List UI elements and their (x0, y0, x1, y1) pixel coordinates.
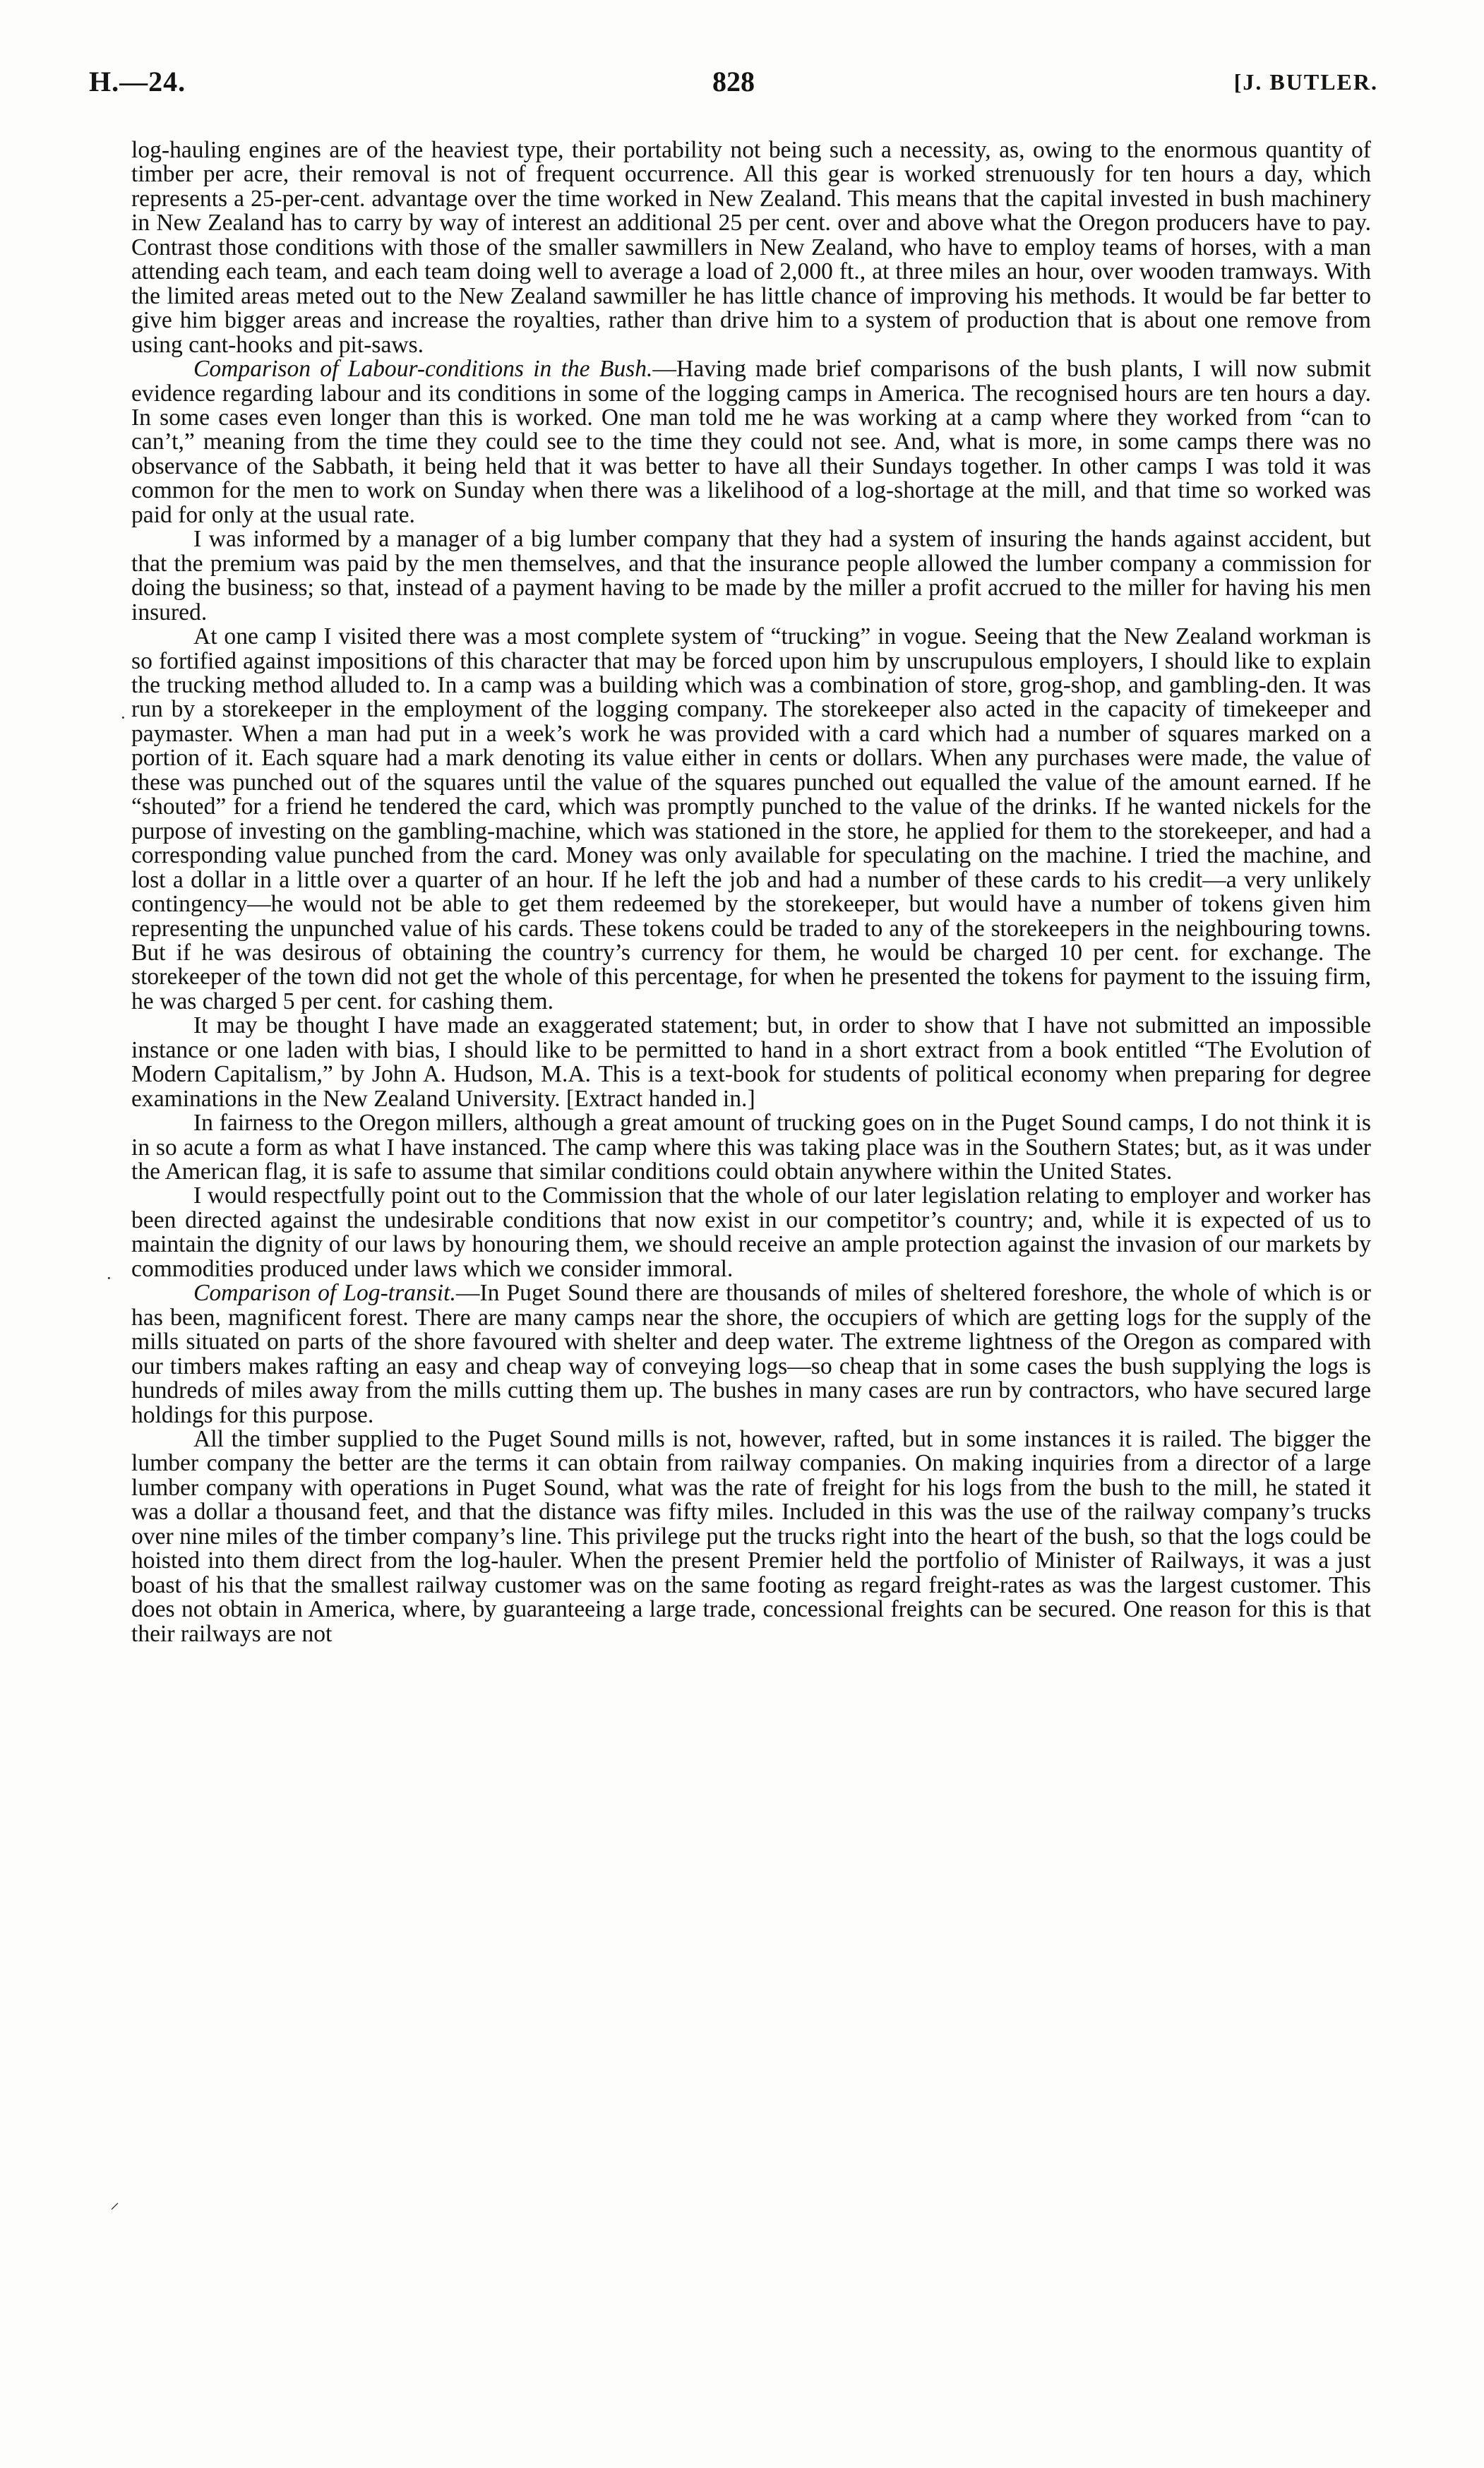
paragraph-text: —Having made brief comparisons of the bush plants, I will now submit evidence regarding labour and its conditions in some of the logging camps in America. The recognised hours are ten hours a day. In some cases even longer than this is worked. One man told me he was working at a camp where they worked from “can to can’t,” meaning from the time they could see to the time they could not see. And, what is more, in some camps there was no observance of the Sabbath, it being held that it was better to have all their Sundays together. In other camps I was told it was common for the men to work on Sunday when there was a likelihood of a log-shortage at the mill, and that time so worked was paid for only at the usual rate. (131, 356, 1371, 528)
paragraph-text: I was informed by a manager of a big lumber company that they had a system of insuring the hands against accident, but that the premium was paid by the men themselves, and that the insurance people allowed the lumber company a commission for doing the business; so that, instead of a payment having to be made by the miller a profit accrued to the miller for having his men insured. (131, 526, 1371, 625)
page-number: 828 (712, 66, 755, 97)
paragraph-text: In fairness to the Oregon millers, although a great amount of trucking goes on in the Puget Sound camps, I do not think it is in so acute a form as what I have instanced. The camp where this was taking place was in the Southern States; but, as it was under the American flag, it is safe to assume that similar conditions could obtain anywhere within the United States. (131, 1110, 1371, 1185)
paragraph (131, 527, 1371, 625)
paragraph (131, 1014, 1371, 1111)
paragraph (131, 357, 1371, 527)
body-text (131, 138, 1371, 1646)
paragraph-text: —In Puget Sound there are thousands of miles of sheltered foreshore, the whole of which is or has been, magnificent forest. There are many camps near the shore, the occupiers of which are getting logs for the supply of the mills situated on parts of the shore favoured with shelter and deep water. The extreme lightness of the Oregon as compared with our timbers makes rafting an easy and cheap way of conveying logs—so cheap that in some cases the bush supplying the logs is hundreds of miles away from the mills cutting them up. The bushes in many cases are run by contractors, who have secured large holdings for this purpose. (131, 1280, 1371, 1428)
margin-dot-mark: · (106, 1268, 112, 1288)
margin-tick-mark: ⸝ (110, 2192, 120, 2212)
paragraph (131, 1111, 1371, 1184)
paragraph-text: At one camp I visited there was a most complete system of “trucking” in vogue. Seeing that the New Zealand workman is so fortified against impositions of this character that may be forced upon him by unscrupulous employers, I should like to explain the trucking method alluded to. In a camp was a building which was a combination of store, grog-shop, and gambling-den. It was run by a storekeeper in the employment of the logging company. The storekeeper also acted in the capacity of timekeeper and paymaster. When a man had put in a week’s work he was provided with a card which had a number of squares marked on a portion of it. Each square had a mark denoting its value either in cents or dollars. When any purchases were made, the value of these was punched out of the squares until the value of the squares punched out equalled the value of the amount earned. If he “shouted” for a friend he tendered the card, which was promptly punched to the value of the drinks. If he wanted nickels for the purpose of investing on the gambling-machine, which was stationed in the store, he applied for them to the storekeeper, and had a corresponding value punched from the card. Money was only available for speculating on the machine. I tried the machine, and lost a dollar in a little over a quarter of an hour. If he left the job and had a number of these cards to his credit—a very unlikely contingency—he would not be able to get them redeemed by the storekeeper, but would have a number of tokens given him representing the unpunched value of his cards. These tokens could be traded to any of the storekeepers in the neighbouring towns. But if he was desirous of obtaining the country’s currency for them, he would be charged 10 per cent. for exchange. The storekeeper of the town did not get the whole of this percentage, for when he presented the tokens for payment to the issuing firm, he was charged 5 per cent. for cashing them. (131, 623, 1371, 1014)
side-heading: Comparison of Log-transit. (193, 1280, 456, 1307)
paragraph-text: log-hauling engines are of the heaviest type, their portability not being such a necessity, as, owing to the enormous quantity of timber per acre, their removal is not of frequent occurrence. All this gear is worked strenuously for ten hours a day, which represents a 25-per-cent. advantage over the time worked in New Zealand. This means that the capital invested in bush machinery in New Zealand has to carry by way of interest an additional 25 per cent. over and above what the Oregon producers have to pay. Contrast those conditions with those of the smaller sawmillers in New Zealand, who have to employ teams of horses, with a man attending each team, and each team doing well to average a load of 2,000 ft., at three miles an hour, over wooden tramways. With the limited areas meted out to the New Zealand sawmiller he has little chance of improving his methods. It would be far better to give him bigger areas and increase the royalties, rather than drive him to a system of production that is about one remove from using cant-hooks and pit-saws. (131, 137, 1371, 358)
paragraph (131, 1281, 1371, 1427)
paragraph (131, 1184, 1371, 1281)
margin-dot-mark: · (120, 707, 126, 728)
paragraph-text: I would respectfully point out to the Commission that the whole of our later legislation relating to employer and worker has been directed against the undesirable conditions that now exist in our competitor’s country; and, while it is expected of us to maintain the dignity of our laws by honouring them, we should receive an ample protection against the invasion of our markets by commodities produced under laws which we consider immoral. (131, 1182, 1371, 1282)
page-header (89, 65, 1378, 114)
paragraph (131, 1427, 1371, 1646)
paragraph-text: It may be thought I have made an exaggerated statement; but, in order to show that I have not submitted an impossible instance or one laden with bias, I should like to be permitted to hand in a short extract from a book entitled “The Evolution of Modern Capitalism,” by John A. Hudson, M.A. This is a text-book for students of political economy when preparing for degree examinations in the New Zealand University. [Extract handed in.] (131, 1012, 1371, 1112)
witness-name: [J. BUTLER. (1233, 69, 1378, 95)
paper-reference: H.—24. (89, 66, 186, 97)
paragraph (131, 625, 1371, 1014)
paragraph-text: All the timber supplied to the Puget Sound mills is not, however, rafted, but in some instances it is railed. The bigger the lumber company the better are the terms it can obtain from railway companies. On making inquiries from a director of a large lumber company with operations in Puget Sound, what was the rate of freight for his logs from the bush to the mill, he stated it was a dollar a thousand feet, and that the distance was fifty miles. Included in this was the use of the railway company’s trucks over nine miles of the timber company’s line. This privilege put the trucks right into the heart of the bush, so that the logs could be hoisted into them direct from the log-hauler. When the present Premier held the portfolio of Minister of Railways, it was a just boast of his that the smallest railway customer was on the same footing as regard freight-rates as was the largest customer. This does not obtain in America, where, by guaranteeing a large trade, concessional freights can be secured. One reason for this is that their railways are not (131, 1426, 1371, 1647)
side-heading: Comparison of Labour-conditions in the Bush. (193, 356, 653, 383)
paragraph (131, 138, 1371, 357)
